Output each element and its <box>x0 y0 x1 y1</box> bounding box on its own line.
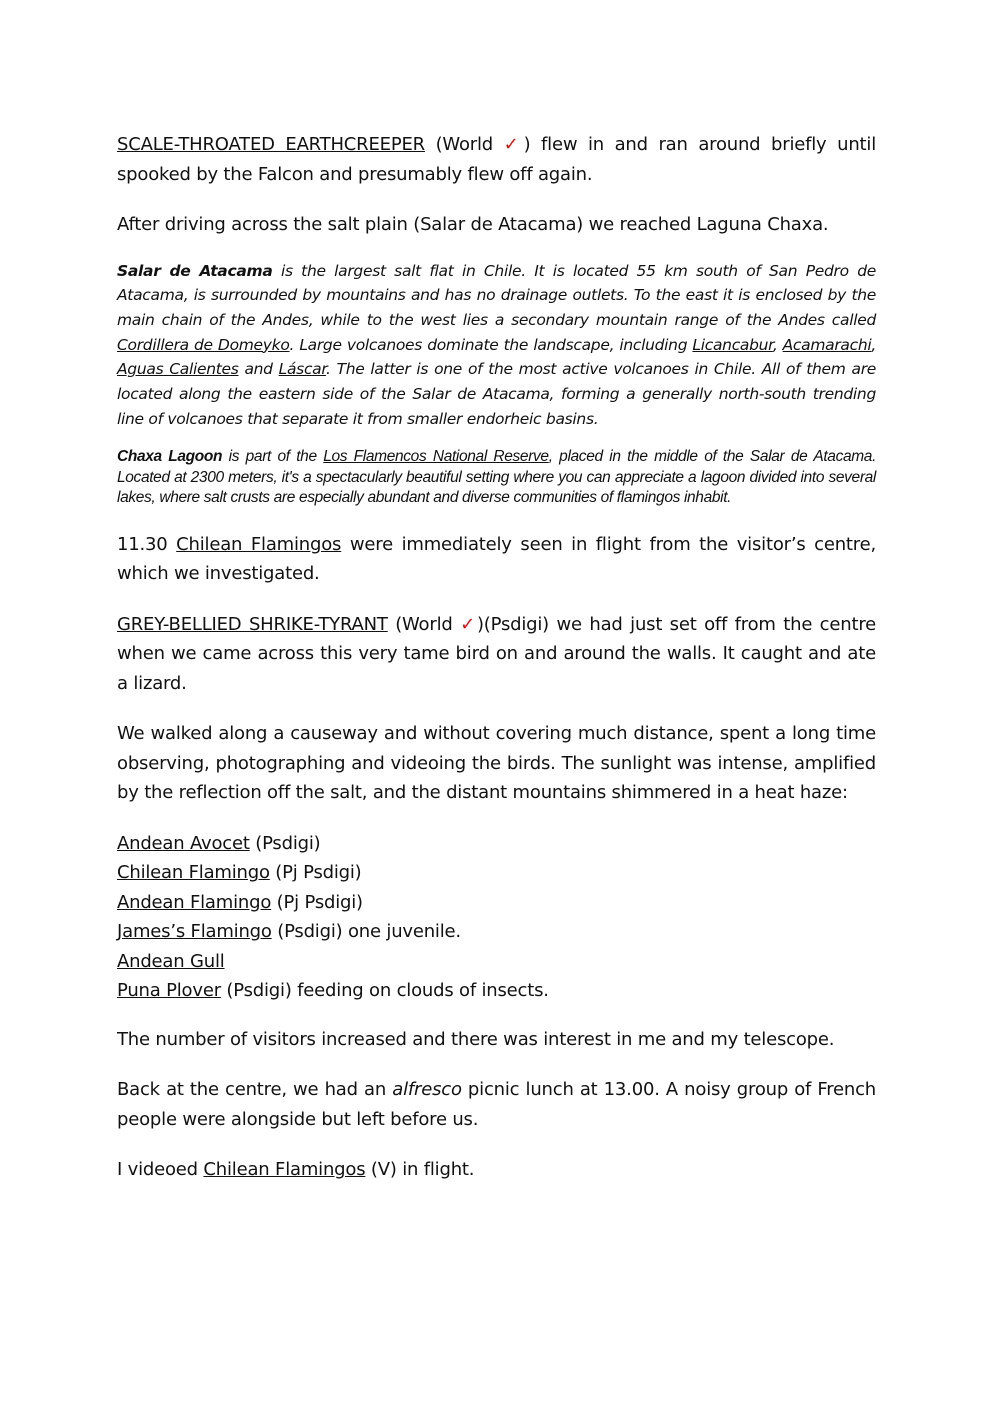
text-run: I videoed <box>117 1159 204 1181</box>
bold-term: Chaxa Lagoon <box>117 448 223 466</box>
text-run: is the largest salt flat in Chile. It is located 55 km south of San Pedro de Atacama, is surrounded by mountains and has no drainage outlets. To the east it is enclosed by the main chain of the Andes, while to the west lies a secondary mountain range of the Andes called <box>117 261 876 329</box>
document-body <box>117 130 876 1206</box>
text-run: We walked along a causeway and without covering much distance, spent a long time observing, photographing and videoing the birds. The sunlight was intense, amplified by the reflection off the salt, and the distant mountains shimmered in a heat haze: <box>117 723 876 804</box>
paragraph <box>117 610 876 699</box>
paragraph <box>117 530 876 589</box>
text-run: and <box>238 360 279 379</box>
paragraph <box>117 1075 876 1134</box>
text-run: . Large volcanoes dominate the landscape, including <box>289 335 693 354</box>
checkmark-icon: ✓ <box>503 134 524 155</box>
list-item <box>117 829 876 859</box>
text-run: is part of the <box>222 448 324 466</box>
paragraph <box>117 447 876 509</box>
text-run: ) flew in and ran around briefly until spooked by the Falcon and presumably flew off again. <box>117 134 876 185</box>
text-run: . The latter is one of the most active volcanoes in Chile. All of them are located along the eastern side of the Salar de Atacama, forming a generally north-south trending line of volcanoes that separate it from smaller endorheic basins. <box>117 360 876 428</box>
text-run: , <box>871 335 877 354</box>
list-item <box>117 947 876 977</box>
text-run: , <box>772 335 783 354</box>
species-name: GREY-BELLIED SHRIKE-TYRANT <box>117 613 388 635</box>
species-name: Acamarachi <box>782 335 872 354</box>
species-name: Chilean Flamingo <box>117 862 270 884</box>
paragraph <box>117 1025 876 1055</box>
text-run: )(Psdigi) we had just set off from the centre when we came across this very tame bird on and around the walls. It caught and ate a lizard. <box>117 613 876 694</box>
paragraph <box>117 259 876 432</box>
paragraph <box>117 719 876 808</box>
checkmark-icon: ✓ <box>460 613 477 635</box>
species-name: Láscar <box>278 360 327 379</box>
species-name: Los Flamencos National Reserve <box>323 448 549 466</box>
species-name: Andean Gull <box>117 950 225 972</box>
text-run: (Pj Psdigi) <box>271 891 363 913</box>
text-run: (Pj Psdigi) <box>269 862 362 884</box>
paragraph <box>117 210 876 240</box>
species-name: Cordillera de Domeyko <box>117 335 290 354</box>
list-item <box>117 858 876 888</box>
species-name: Chilean Flamingos <box>203 1159 366 1181</box>
text-run: were immediately seen in flight from the visitor’s centre, which we investigated. <box>117 533 876 585</box>
species-name: James’s Flamingo <box>117 921 272 943</box>
text-run: picnic lunch at 13.00. A noisy group of French people were alongside but left before us. <box>117 1079 876 1130</box>
species-name: Licancabur <box>692 335 773 354</box>
species-name: Andean Flamingo <box>117 891 272 913</box>
species-name: Andean Avocet <box>117 832 250 854</box>
text-run: (V) in flight. <box>365 1159 475 1181</box>
list-item <box>117 976 876 1006</box>
text-run: The number of visitors increased and there was interest in me and my telescope. <box>117 1028 835 1050</box>
list-item <box>117 888 876 918</box>
list-item <box>117 917 876 947</box>
text-run: Back at the centre, we had an <box>117 1079 393 1101</box>
text-run: , placed in the middle of the Salar de Atacama. Located at 2300 meters, it's a spectacularly beautiful setting where you can appreciate a lagoon divided into several lakes, where salt crusts are especially abundant and diverse communities of flamingos inhabit. <box>117 448 877 507</box>
bold-term: Salar de Atacama <box>117 261 273 280</box>
text-run: (Psdigi) one juvenile. <box>271 921 461 943</box>
species-name: Aguas Calientes <box>117 360 239 379</box>
text-run: 11.30 <box>117 533 177 555</box>
text-run: After driving across the salt plain (Salar de Atacama) we reached Laguna Chaxa. <box>117 214 829 235</box>
species-list <box>117 829 876 1006</box>
text-run: (World <box>424 134 504 155</box>
text-run: (World <box>387 613 461 635</box>
paragraph <box>117 1155 876 1185</box>
text-run: alfresco <box>392 1079 462 1101</box>
species-name: Chilean Flamingos <box>176 533 342 555</box>
text-run: (Psdigi) feeding on clouds of insects. <box>220 980 549 1002</box>
species-name: SCALE-THROATED EARTHCREEPER <box>117 134 425 155</box>
text-run: (Psdigi) <box>249 832 321 854</box>
species-name: Puna Plover <box>117 980 221 1002</box>
paragraph <box>117 130 876 189</box>
